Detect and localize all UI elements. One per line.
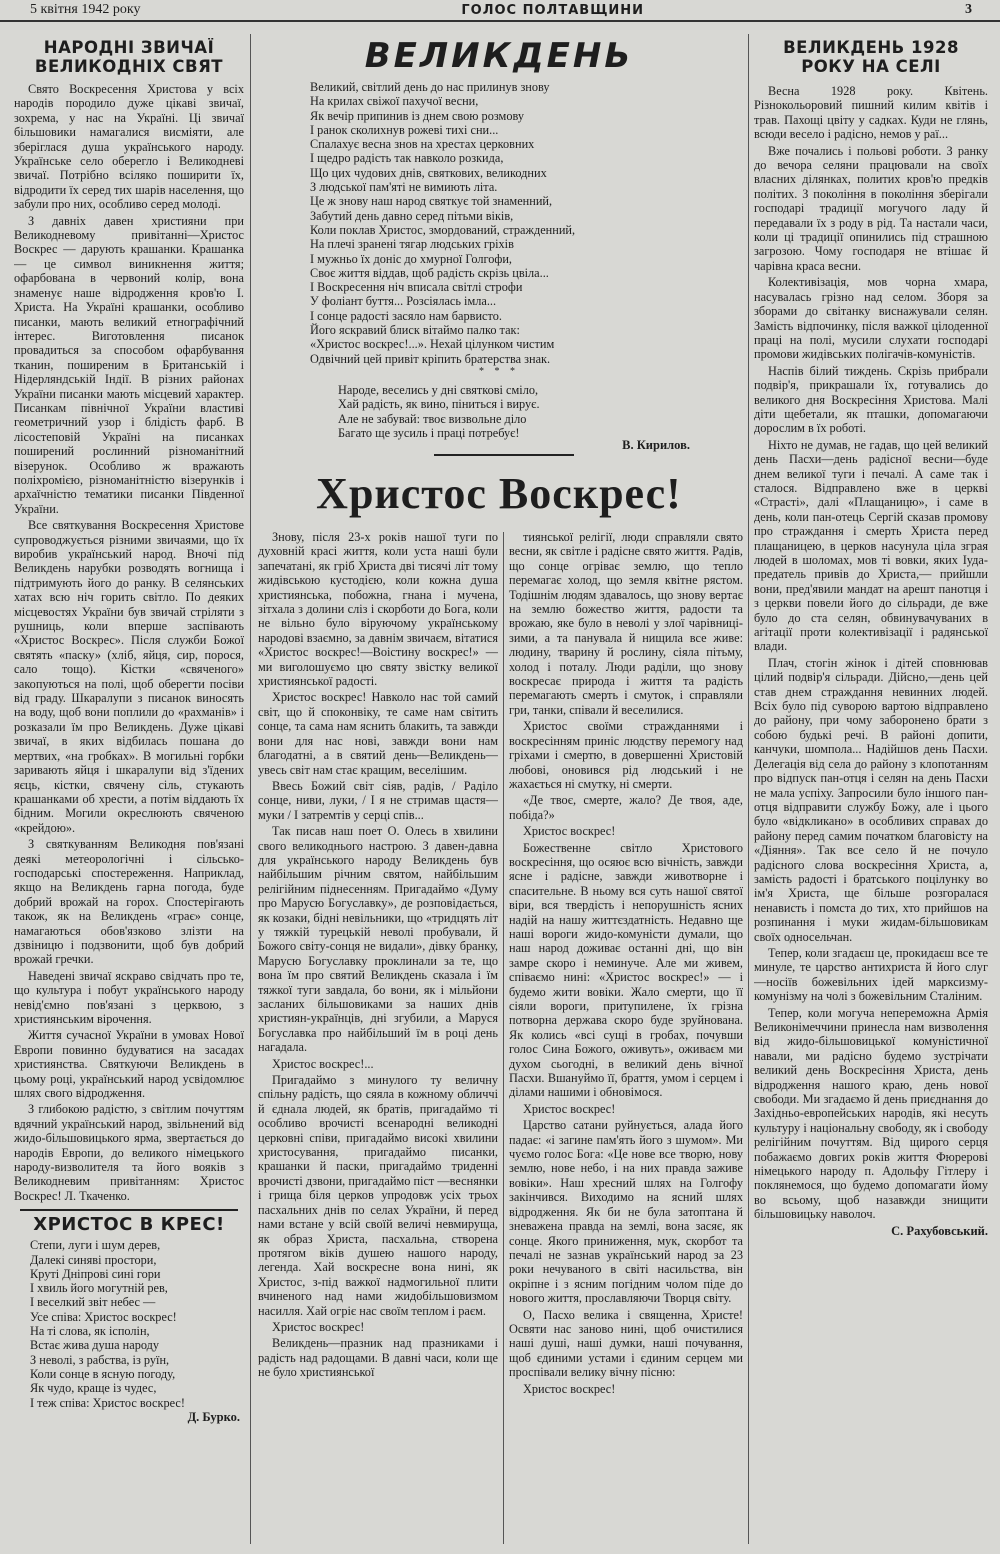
paragraph: Христос воскрес!...: [272, 1056, 374, 1071]
masthead: [0, 0, 1000, 22]
poem-title-velykden: ВЕЛИКДЕНЬ: [364, 36, 634, 76]
paragraph: Знову, після 23-х років нашої туги по духовній красі життя, коли уста наші були запечатані, як гріб Христа дві тисячі літ тому жидівською кустодією, коли кожна душа християнська, побожна, гнана і мучена, зітхала з долини сліз і скорботи до Бога, коли не вільно було віруючому українському народові взаємно, за давнім звичаєм, вітатися «Христос воскрес!—Воістину воскрес!» — ми виголошуємо цю святу звістку великої християнської радості.: [258, 530, 498, 689]
poem-line: Степи, луги і шум дерев,: [30, 1238, 161, 1253]
paragraph: Христос своїми стражданнями і воскресінням приніс людству перемогу над гріхами і смертю, в довершенні Христовій любові, оновився рід людський і не жахається ні смутку, ні смерти.: [509, 719, 743, 791]
poem-line: Усе співа: Христос воскрес!: [30, 1309, 177, 1324]
author-kyrylov: В. Кирилов.: [622, 438, 690, 453]
paragraph: Христос воскрес!: [523, 1101, 616, 1116]
poem-line: І ранок сколихнув рожеві тихі сни...: [310, 122, 499, 137]
poem-line: Великий, світлий день до нас прилинув знову: [310, 80, 550, 94]
poem-line: Як вечір припинив із днем свою розмову: [310, 108, 525, 123]
poem-line: З неволі, з рабства, із руїн,: [30, 1352, 170, 1367]
poem-line: Круті Дніпрові сині гори: [30, 1266, 161, 1281]
issue-date: 5 квітня 1942 року: [30, 2, 141, 17]
column-rule: [250, 34, 251, 1544]
center-top: [256, 36, 742, 466]
paragraph: Ніхто не думав, не гадав, що цей великий день Пасхи—день радісної весни—буде днем великої туги і печалі. А саме так і сталося. Відправлено вже в церкві «Страсті», далі «Плащаницю», і саме в день, коли пан-отець Сергій сказав промову про страждання і смерть Христа перед плащаницею, в церков насунула ціла зграя людей в шоломах, мов ті вовки, яких Іуда-предатель привів до Христа,— прийшли вони, пред'явили мандат на арешт панотця і з церкви повели його до сільради, де вже було до ста селян, обвинувачуваних в агітації проти колективізації і радянської влади.: [754, 437, 988, 654]
christ-risen-column-a: [258, 530, 498, 1550]
column-rule: [503, 532, 504, 1544]
paragraph: Христос воскрес!: [523, 824, 616, 839]
newspaper-title: ГОЛОС ПОЛТАВЩИНИ: [461, 2, 645, 18]
poem-line: Це ж знову наш народ святкує той знаменний,: [310, 194, 553, 209]
poem-line: І мужньо їх доніс до хмурної Голгофи,: [310, 251, 513, 266]
paragraph: Плач, стогін жінок і дітей сповнював цілий подвір'я сільради. Дійсно,—день цей став днем страждання невинних людей. Всіх було під суворою вартою відправлено до району, при чому заборонено брати з собою будькі речі. В районі допити, канчуки, шомпола... Надійшов день Пасхи. Делегація від села до району з клопотанням про відпуск пан-отця і селян на день Пасхи не мала успіху. Запросили було іншого пан-отця відправити службу Божу, але і цього було «відкликано» в особливих справах до району перед самим початком благовісту на «Діяння». Так все село й не почуло радісного слова воскресіння Христа, а, замість радості і братського поцілунку во ім'я Христа, ще більше розгоралася ненависть і помста до тих, хто прийшов на розпинання і муки жидам-більшовикам своїх односельчан.: [754, 655, 988, 944]
poem-line: На ті слова, як ісполін,: [30, 1324, 150, 1339]
poem-line: Його яскравий блиск вітаймо палко так:: [310, 323, 520, 338]
poem-kyrylov-part2: [338, 383, 742, 440]
poem-line: І веселкий звіт небес —: [30, 1295, 156, 1310]
poem-line: Коли сонце в ясную погоду,: [30, 1366, 176, 1381]
village-1928-article: [754, 84, 988, 1222]
paragraph: «Де твоє, смерте, жало? Де твоя, аде, побіда?»: [509, 793, 743, 822]
poem-line: У фоліант буття... Розсіялась імла...: [310, 294, 497, 309]
paragraph: Так писав наш поет О. Олесь в хвилини свого великоднього настрою. З давен-давна для українського народу Великдень був найбільшим річним святом, найбільшим релігійним піднесенням. Пригадаймо «Думу про Марусю Богуславку», де розповідається, як козаки, бідні невільники, що «тридцять літ у тяжкій турецькій неволі пробували, й Божого світу-сонця не видали», дівку бранку, Марусю Богуславку проклинали за те, що вона їм про святий Великдень сказала і їм тяжкої туги завдала, бо вони, як і мільйони засланих більшовиками за наших днів християн-українців, дні згубили, а Маруся Богуславка про найбільший їм в році день нагадала.: [258, 824, 498, 1055]
paragraph: Христос воскрес!: [272, 1319, 365, 1334]
poem-line: І хвиль його могутній рев,: [30, 1281, 168, 1296]
paragraph: Весна 1928 року. Квітень. Різнокольоровий пишний килим квітів і трав. Пахощі цвіту у садках. Куди не глянь, всюди весело і радісно, немов у раї...: [754, 84, 988, 142]
poem-line: Коли поклав Христос, змордований, стражденний,: [310, 222, 576, 237]
poem-line: І Воскресення ніч вписала світлі строфи: [310, 280, 523, 295]
poem-line: І теж співа: Христос воскрес!: [30, 1395, 185, 1410]
poem-line: На плечі зранені тягар людських гріхів: [310, 237, 514, 252]
article-title-customs: НАРОДНІ ЗВИЧАЇ ВЕЛИКОДНІХ СВЯТ: [34, 38, 224, 76]
poem-line: Що цих чудових днів, святкових, великодних: [310, 165, 547, 180]
paragraph: Ввесь Божий світ сіяв, радів, / Раділо сонце, ниви, луки, / І я не стримав щастя—муки / І затремтів у серці спів...: [258, 778, 498, 822]
paragraph: О, Пасхо велика і священна, Христе! Освяти нас заново нині, щоб очистилися наші душі, наші думки, наші почування, щоб єдиними устами і єдиним серцем ми проспівали велику вічну пісню:: [509, 1307, 743, 1380]
paragraph: Пригадаймо з минулого ту величну спільну радість, що сяяла в кожному обличчі й єднала людей, як братів, пригадаймо ті особливо врочисті всенародні великодні церковні співи, пригадаймо високі хвилини христосування, пригадаймо писанки, крашанки й паски, пригадаймо триденні врочисті дзвони, пригадаймо піст —веснянки і грища біля церков упродовж усіх трьох пасхальних днів по селах України, й перед нами встане у всій своїй величі невмируща, як образ Христа, пасхальна, створена протягом віків душею нашого народу, легенда. Хай воскресне вона нині, як Христос, з-під важкої надмогильної плити вчиненого над нами жидобільшовизмом насилля. Хай огріє нас своїм теплом і раєм.: [258, 1073, 498, 1318]
poem-line: Далекі синяві простори,: [30, 1252, 157, 1267]
poem-line: На крилах свіжої пахучої весни,: [310, 94, 479, 109]
paragraph: З давніх давен християни при Великодневому привітанні—Христос Воскрес — дарують крашанки. Крашанка — це символ виникнення життя; офарбована в червоний колір, вона знаменує наше відродження кров'ю І. Христа. На Україні крашанки, особливо писанки, мають великий етнографічний інтерес. Виготовлення писанок провадиться за способом офарбування тканин, поширеним в Британській і Нідерляндській Індії. В різних районах України писанки мають місцевий характер. Писанкам північної України властиві геометричний узор і блідість фарб. В лісостеповій Україні на писанках поширений рослинний різноманітний візерунок. Особливо ж вражають поліхромією, різноманітністю візерунків і архаїчністю тематики писанки Південної України.: [14, 213, 244, 516]
poem-kyrylov: [310, 80, 742, 366]
poem-line: З людської пам'яті не вимиють літа.: [310, 180, 498, 195]
paragraph: Тепер, коли могуча непереможна Армія Великонімеччини принесла нам визволення від жидо-більшовицької комуністичної навали, ми радісно будемо зустрічати великий день Воскресіння Христа, день відродження нашого краю, день нової свободи. Ми згадаємо й день приєднання до Західньо-европейських народів, які несуть культуру і національну свободу, як і свободу релігійним почуттям. Від щирого серця побажаємо довгих років життя Фюрерові німецького народу п. Адольфу Гітлеру і поклянемося, що будемо допомагати йому во всьому, щоб назавжди знищити більшовицьку наволоч.: [754, 1005, 988, 1222]
page-number: 3: [964, 2, 972, 17]
christ-risen-column-b: [509, 530, 743, 1550]
paragraph: Колективізація, мов чорна хмара, насувалась грізно над селом. Зборя за зборами до світанку виснажували селян. Замість відпочинку, після важкої цілоденної праці на полі, мусили слухати господарі промови жидівських полігачів-комуністів.: [754, 275, 988, 362]
divider: [434, 454, 574, 456]
paragraph: З святкуванням Великодня пов'язані деякі метеорологічні і сільсько-господарські спостереження. Наприклад, якщо на Великдень гарна погода, буде добрий врожай на горох. Спостерігають також, як на Великдень «грає» сонце, намагаються обов'язково злізти на дзвіницю і подзвонити, щоб був добрий врожай гречки.: [14, 837, 244, 967]
poem-line: Одвічний цей привіт кріпить братерства знак.: [310, 351, 551, 366]
right-column: [754, 38, 988, 1550]
poem-line: І сонце радості засяло нам барвисто.: [310, 308, 502, 323]
customs-article: [14, 82, 244, 1203]
poem-line: Як чудо, краще із чудес,: [30, 1381, 157, 1396]
poem-line: Народе, веселись у дні святкові сміло,: [338, 382, 539, 397]
author-rakhubovsky: С. Рахубовський.: [891, 1223, 988, 1238]
poem-line: Спалахує весна знов на хрестах церковних: [310, 137, 535, 152]
author-burko: Д. Бурко.: [187, 1409, 240, 1424]
paragraph: Все святкування Воскресення Христове супроводжується різними звичаями, що їх виробив український народ. Вночі під Великдень нарубки розводять вогнища і підтримують його до ранку. В селянських хатах всю ніч горить світло. По деяких місцевостях України був звичай стріляти з рушниць, коли вперше заспівають «Христос Воскрес». Після служби Божої святять «паску» (хліб, яйця, сир, порося, сало тощо). Кістки «свяченого» закопуються на полі, щоб оберегти посіви від граду. Шкаралупи з писанок виносять на воду, щоб вони поплили до «рахманів» і розказали їм про Великдень. Дуже цікаві звичаї, в яких відбилась пошана до мертвих, «на гробках». В могильні горбки заривають яйця і шкаралупи від з'їдених яєць, кістки, свячену сіль, стукають крашанками об хрести, а потім віддають їх бідним. Могили окреслюють свяченою «крейдою».: [14, 518, 244, 835]
poem-line: Хай радість, як вино, піниться і вирує.: [338, 397, 540, 412]
paragraph: Божественне світло Христового воскресіння, що осяює всю вічність, завжди ясне і радісне, завжди животворне і спасительне. В ньому вся суть нашої святої віри, вся твердість і непорушність ясних надій на нашу життєздатність. Недавно ще наші вороги жидо-комуністи думали, що наш народ доживає останні дні, що він замре скоро і неминуче. Але ми живем, співаємо нині: «Христос воскрес!» — і будемо жити вовіки. Жало смерти, що її сіяли вороги, притупилене, їх грізна потворна держава скоро буде зруйнована. Як колись «всі сущі в гробах, почувши голос Сина Божого, оживуть», оживаєм ми духом сьогодні, в великий день вічної Пасхи. Вшануймо її, браття, умом і серцем і ділами нашими і обновімося.: [509, 840, 743, 1100]
article-title-1928: ВЕЛИКДЕНЬ 1928 РОКУ НА СЕЛІ: [783, 38, 959, 76]
stars-separator: * * *: [479, 365, 519, 377]
poem-line: Забутий день давно серед пітьми віків,: [310, 208, 514, 223]
paragraph: Наспів білий тиждень. Скрізь прибрали подвір'я, прикрашали їх, готувались до великого дня Воскресіння Христова. Малі діти щебетали, як пташки, допомагаючи дорослим в їх роботі.: [754, 363, 988, 436]
poem-line: І щедро радість так навколо розкида,: [310, 151, 504, 166]
column-rule: [748, 34, 749, 1544]
headline-christ-is-risen: Христос Воскрес!: [316, 469, 682, 518]
paragraph: Христос воскрес! Навколо нас той самий світ, що й споконвіку, те саме нам світить сонце, та сама нам яснить блакить, та завжди вони для нас нові, завжди вони нам благодатні, а в святий день—Великдень—увесь світ нам стає кращим, веселішим.: [258, 690, 498, 777]
poem-title-left: ХРИСТОС В КРЕС!: [33, 1214, 225, 1236]
paragraph: Життя сучасної України в умовах Нової Европи повинно будуватися на засадах християнства. Святкуючи Великдень в цьому році, український народ усвідомлює шлях свого відродження.: [14, 1028, 244, 1101]
divider: [20, 1209, 238, 1211]
paragraph: Свято Воскресення Христова у всіх народів породило дуже цікаві звичаї, зохрема, у нас на Україні. Ці звичаї більшовики намагалися висміяти, але зберіглася душа українського народу. Українське село оберегло і Великодневі звичаї. Потрібно всіляко поширити їх, відродити їх серед тих шарів населення, що забули про них, особливо серед молоді.: [14, 82, 244, 212]
poem-burko: [14, 1238, 244, 1410]
paragraph: З глибокою радістю, з світлим почуттям вдячний український народ, звільнений від жидо-більшовицького ярма, звертається до народів Европи, до великого німецького народу-визволителя та його вояків з Великодневим привітанням: Христос Воскрес! Л. Ткаченко.: [14, 1102, 244, 1203]
poem-line: Але не забувай: твоє визвольне діло: [338, 411, 527, 426]
poem-line: «Христос воскрес!...». Нехай цілунком чистим: [310, 337, 555, 352]
paragraph: тиянської релігії, люди справляли свято весни, як світле і радісне свято життя. Радів, що сонце огріває землю, що тепло перемагає холод, що земля квітне рястом. Тодішнім людям здавалось, що знову вертає на землю божество життя, радости та врожаю, яке було в неволі у злої чарівниці-зими, а та панувала й нищила все живе: людину, тварину й рослину, сіяла пітьму, холод і поталу. Люди раділи, що знову воскресає природа і життя та радість перемагають смерть і смуток, і справляли гри, танки, співали й веселилися.: [509, 530, 743, 717]
paragraph: Христос воскрес!: [523, 1381, 616, 1396]
left-column: [14, 38, 244, 1550]
paragraph: Вже почались і польові роботи. З ранку до вечора селяни працювали на своїх власних ділянках, политих кров'ю предків політих. З покоління в покоління зберігали господарі традиції могучого ладу й передавали їх з роду в рід. Та настали часи, коли ці традиції опинились під страшною загрозою. Чому господаря не втішає й чарівна краса весни.: [754, 143, 988, 273]
poem-line: Встає жива душа народу: [30, 1338, 160, 1353]
poem-line: Своє життя віддав, щоб радість скрізь цвіла...: [310, 265, 549, 280]
poem-line: Багато ще зусиль і праці потребує!: [338, 425, 520, 440]
paragraph: Наведені звичаї яскраво свідчать про те, що культура і побут українського народу невід'ємно пов'язані з церквою, з християнським вірочення.: [14, 968, 244, 1026]
paragraph: Царство сатани руйнується, алада його падає: «і загине пам'ять його з шумом». Ми чуємо голос Бога: «Це нове все творю, нову землю, нове небо, і на них правда заживе вовіки». Наш хресний шлях на Голгофу закінчився. Виходимо на ясний шлях відродження. Як би не була затоптана й зневажена правда на землі, вона засяє, як сонце. Якого приниження, мук, скорбот та печалі не зазнав український народ за 23 роки нечуваного в світі насильства, він окріпне і з ясним погідним чолом піде до нового життя, прославляючи Творця світу.: [509, 1118, 743, 1306]
paragraph: Тепер, коли згадаєш це, прокидаєш все те минуле, те царство антихриста й його слуг—носіїв божевільних ідей марксизму-комунізму на чолі з божевільним Сталіним.: [754, 945, 988, 1004]
paragraph: Великдень—празник над празниками і радість над радощами. В давні часи, коли ще не було християнської: [258, 1336, 498, 1380]
